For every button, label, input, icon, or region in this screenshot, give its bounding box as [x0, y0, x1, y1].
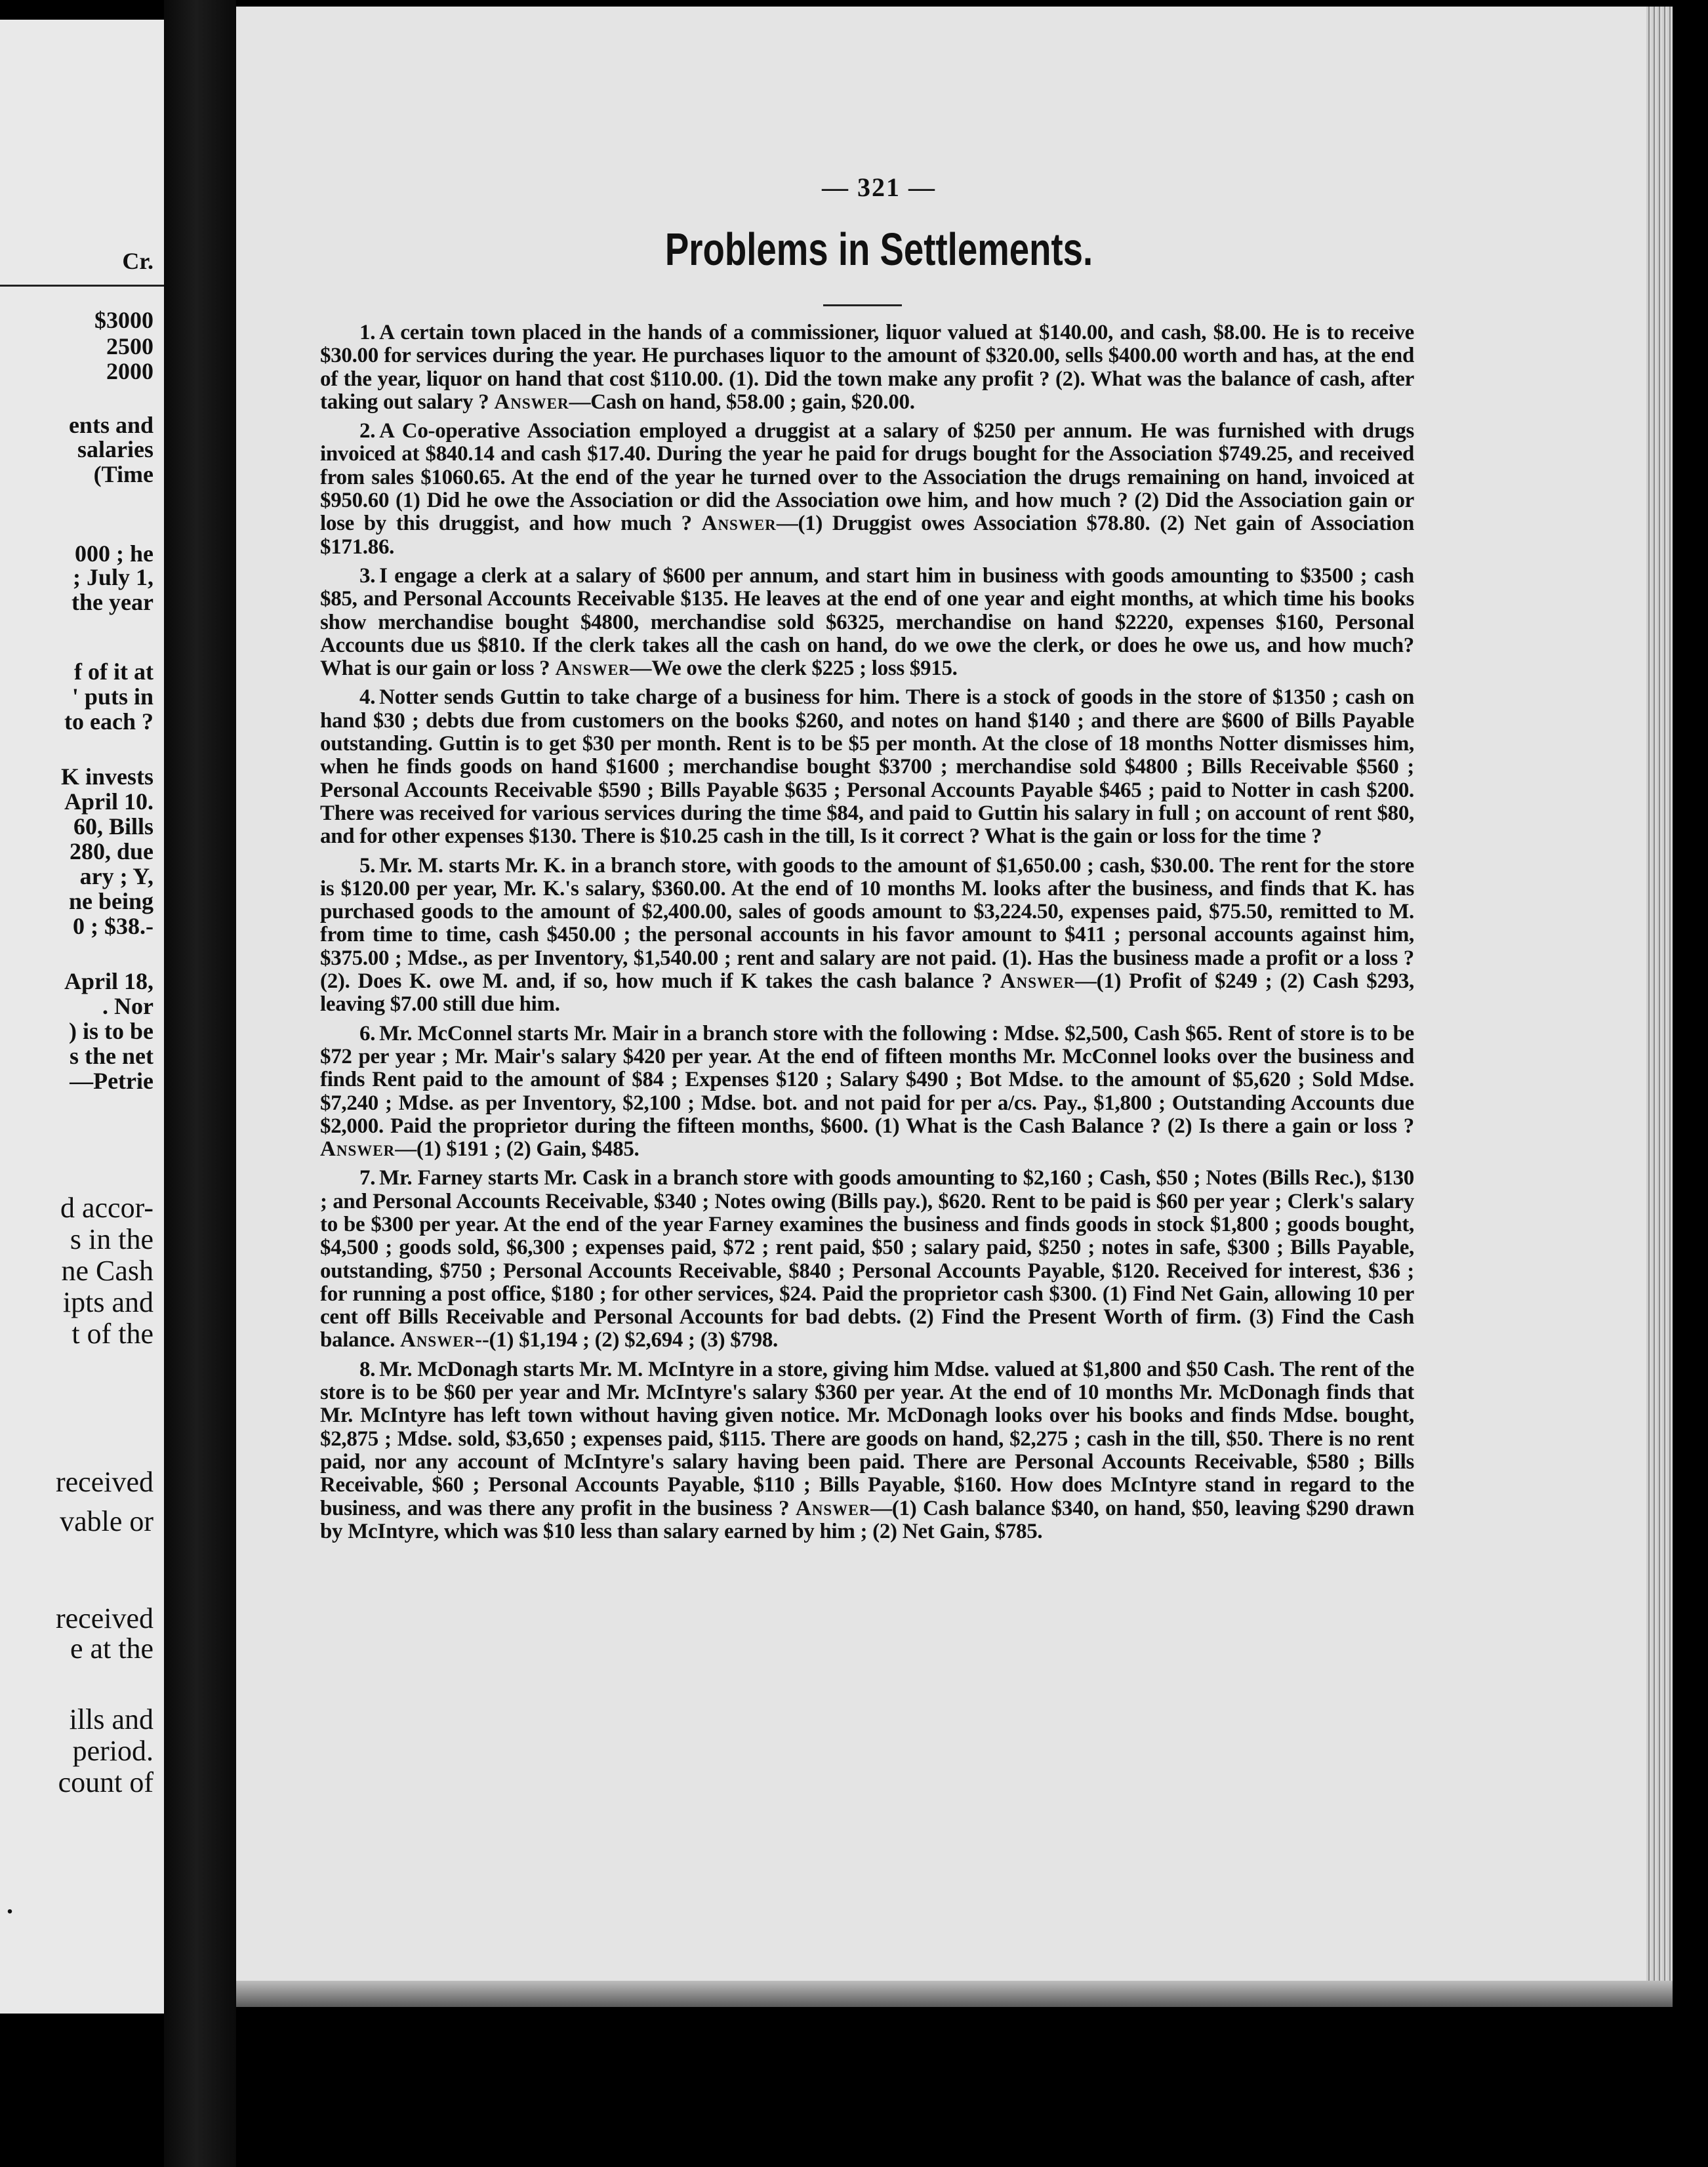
problem-paragraph: [320, 321, 1414, 414]
left-page-line: 2000: [106, 358, 153, 384]
page-edge-stack: [1646, 7, 1673, 1981]
left-page-line: ne being: [68, 888, 153, 914]
left-page-line: 2500: [106, 333, 153, 359]
left-page-line: d accor-: [60, 1192, 153, 1224]
left-page-line: (Time: [93, 461, 153, 487]
left-page-line: 280, due: [69, 838, 153, 864]
problem-text: Mr. M. starts Mr. K. in a branch store, with goods to the amount of $1,650.00 ; cash, $30.00. The rent for the store is $120.00 per year, Mr. K.'s salary, $360.00. At the end of 10 months M. looks after the business, and finds that K. has purchased goods to the amount of $2,400.00, sales of goods amount to $3,224.50, expenses paid, $75.50, remitted to M. from time to time, cash $450.00 ; the personal accounts in his favor amount to $411 ; personal accounts against him, $375.00 ; Mdse., as per Inventory, $1,540.00 ; rent and salary are not paid. (1). Has the business made a profit or a loss ? (2). Does K. owe M. and, if so, how much if K takes the cash balance ?: [320, 853, 1414, 994]
left-page-line: t of the: [71, 1318, 153, 1350]
problem-number: 3.: [359, 563, 376, 588]
problems-list: [320, 321, 1414, 1549]
left-page-line: received: [56, 1602, 153, 1634]
left-page-mark: .: [7, 1890, 13, 1919]
problem-paragraph: [320, 686, 1414, 848]
left-page-column-rule: [0, 285, 164, 287]
left-page-line: April 10.: [64, 788, 153, 815]
left-page-line: s the net: [70, 1043, 153, 1069]
page-title: Problems in Settlements.: [664, 224, 1093, 275]
left-page-line: 0 ; $38.-: [73, 913, 153, 939]
answer-text: —Cash on hand, $58.00 ; gain, $20.00.: [569, 390, 915, 414]
left-page-line: the year: [71, 589, 153, 615]
previous-page-strip: [0, 20, 164, 2014]
answer-text: —(1) Druggist owes Association $78.80. (2) Net gain of Association $171.86.: [320, 512, 1415, 559]
page-bottom-edge: [236, 1981, 1673, 2007]
answer-text: —(1) Profit of $249 ; (2) Cash $293, leaving $7.00 still due him.: [320, 969, 1414, 1017]
left-page-line: count of: [58, 1766, 153, 1798]
title-divider: [823, 304, 902, 306]
left-page-line: ) is to be: [69, 1018, 153, 1044]
left-page-line: period.: [72, 1735, 153, 1767]
left-page-line: April 18,: [64, 968, 153, 994]
problem-number: 6.: [359, 1021, 376, 1045]
book-gutter: [164, 0, 236, 2167]
problem-text: Mr. Farney starts Mr. Cask in a branch store with goods amounting to $2,160 ; Cash, $50 ; Notes (Bills Rec.), $130 ; and Personal Accounts Receivable, $340 ; Notes owing (Bills pay.), $620. Rent to be paid is $60 per year ; Clerk's salary to be $300 per year. At the end of the year Farney examines the business and finds goods in stock $1,800 ; goods bought, $4,500 ; goods sold, $6,300 ; expenses paid, $72 ; rent paid, $50 ; salary paid, $250 ; notes in safe, $300 ; Bills Payable, outstanding, $750 ; Personal Accounts Receivable, $840 ; Personal Accounts Payable, $120. Received for interest, $36 ; for running a post office, $180 ; for other services, $24. Paid the proprietor cash $300. (1) Find Net Gain, allowing 10 per cent off Bills Receivable and Personal Accounts for bad debts. (2) Find the Present Worth of firm. (3) Find the Cash balance.: [320, 1166, 1414, 1352]
left-page-line: vable or: [60, 1505, 153, 1537]
answer-text: —(1) $191 ; (2) Gain, $485.: [395, 1137, 640, 1162]
problem-paragraph: [320, 565, 1414, 680]
problem-number: 8.: [359, 1357, 376, 1381]
left-page-line: f of it at: [74, 658, 153, 685]
problem-number: 1.: [359, 321, 376, 344]
left-page-line: ipts and: [62, 1286, 153, 1318]
left-page-line: s in the: [70, 1223, 153, 1255]
problem-paragraph: [320, 1358, 1414, 1543]
answer-label: Answer: [399, 1328, 476, 1352]
left-page-line: Cr.: [122, 248, 153, 274]
problem-number: 7.: [359, 1166, 376, 1190]
left-page-line: e at the: [70, 1632, 153, 1665]
left-page-line: ary ; Y,: [79, 863, 153, 889]
left-page-line: ills and: [69, 1703, 153, 1735]
problem-text: Mr. McConnel starts Mr. Mair in a branch store with the following : Mdse. $2,500, Cash $65. Rent of store is to be $72 per year ; Mr. Mair's salary $420 per year. At the end of fifteen months Mr. McConnel looks over the business and finds Rent paid to the amount of $84 ; Expenses $120 ; Salary $490 ; Bot Mdse. to the amount of $5,620 ; Sold Mdse. $7,240 ; Mdse. as per Inventory, $2,100 ; Mdse. bot. and not paid for per a/cs. Pay., $1,800 ; Outstanding Accounts due $2,000. Paid the proprietor during the fifteen months, $600. (1) What is the Cash Balance ? (2) Is there a gain or loss ?: [320, 1021, 1414, 1138]
problem-number: 2.: [359, 419, 376, 443]
problem-paragraph: [320, 1023, 1414, 1162]
problem-text: A certain town placed in the hands of a commissioner, liquor valued at $140.00, and cash, $8.00. He is to receive $30.00 for services during the year. He purchases liquor to the amount of $320.00, sells $400.00 worth and has, at the end of the year, liquor on hand that cost $110.00. (1). Did the town make any profit ? (2). What was the balance of cash, after taking out salary ?: [320, 321, 1414, 414]
left-page-line: received: [56, 1466, 153, 1498]
answer-text: --(1) $1,194 ; (2) $2,694 ; (3) $798.: [475, 1328, 778, 1352]
problem-paragraph: [320, 855, 1414, 1017]
left-page-line: salaries: [77, 436, 153, 462]
left-page-line: $3000: [94, 307, 153, 333]
problem-text: Notter sends Guttin to take charge of a business for him. There is a stock of goods in the store of $1350 ; cash on hand $30 ; debts due from customers on the books $260, and notes on hand $140 ; and there are $600 of Bills Payable outstanding. Guttin is to get $30 per month. Rent is to be $5 per month. At the close of 18 months Notter dismisses him, when he finds goods on hand $1600 ; merchandise bought $3700 ; merchandise sold $4800 ; Bills Receivable $560 ; Personal Accounts Receivable $590 ; Bills Payable $635 ; Personal Accounts Payable $465 ; paid to Notter in cash $200. There was received for various services during the time $84, and paid to Guttin his salary in full ; on account of rent $80, and for other expenses $130. There is $10.25 cash in the till, Is it correct ? What is the gain or loss for the time ?: [320, 685, 1414, 849]
left-page-line: ents and: [68, 412, 153, 438]
answer-label: Answer: [494, 390, 569, 414]
answer-label: Answer: [320, 1137, 396, 1162]
left-page-line: ; July 1,: [72, 564, 153, 590]
answer-label: Answer: [555, 657, 630, 681]
answer-label: Answer: [701, 512, 777, 536]
answer-text: —(1) Cash balance $340, on hand, $50, leaving $290 drawn by McIntyre, which was $10 less than salary earned by him ; (2) Net Gain, $785.: [320, 1496, 1415, 1543]
answer-label: Answer: [795, 1496, 871, 1520]
left-page-line: ' puts in: [71, 683, 153, 710]
answer-text: —We owe the clerk $225 ; loss $915.: [630, 657, 958, 681]
problem-text: Mr. McDonagh starts Mr. M. McIntyre in a store, giving him Mdse. valued at $1,800 and $50 Cash. The rent of the store is to be $60 per year and Mr. McIntyre's salary $360 per year. At the end of 10 months Mr. McDonagh finds that Mr. McIntyre has left town without having given notice. Mr. McDonagh looks over his books and finds Mdse. bought, $2,875 ; Mdse. sold, $3,650 ; expenses paid, $115. There are goods on hand, $2,275 ; cash in the till, $50. There is no rent paid, nor any account of McIntyre's salary having been paid. There are Personal Accounts Receivable, $580 ; Bills Receivable, $60 ; Personal Accounts Payable, $110 ; Bills Payable, $160. How does McIntyre stand in regard to the business, and was there any profit in the business ?: [320, 1357, 1414, 1520]
left-page-line: K invests: [60, 763, 153, 790]
problem-text: A Co-operative Association employed a druggist at a salary of $250 per annum. He was furnished with drugs invoiced at $840.14 and cash $17.40. During the year he paid for drugs bought for the Association $749.25, and received from sales $1060.65. At the end of the year he turned over to the Association the drugs remaining on hand, invoiced at $950.60 (1) Did he owe the Association or did the Association owe him, and how much ? (2) Did the Association gain or lose by this druggist, and how much ?: [320, 419, 1414, 536]
left-page-line: . Nor: [102, 993, 153, 1019]
left-page-line: ne Cash: [61, 1255, 153, 1287]
page-number: — 321 —: [822, 172, 936, 202]
left-page-line: 60, Bills: [73, 813, 153, 840]
problem-paragraph: [320, 420, 1414, 559]
problem-text: I engage a clerk at a salary of $600 per annum, and start him in business with goods amounting to $3500 ; cash $85, and Personal Accounts Receivable $135. He leaves at the end of one year and eight months, at which time his books show merchandise bought $4800, merchandise sold $6325, merchandise on hand $2220, expenses $160, Personal Accounts due us $810. If the clerk takes all the cash on hand, do we owe the clerk, or does he owe us, and how much? What is our gain or loss ?: [320, 563, 1414, 681]
problem-number: 5.: [359, 853, 376, 878]
left-page-line: —Petrie: [70, 1068, 153, 1094]
problem-paragraph: [320, 1167, 1414, 1352]
left-page-line: 000 ; he: [75, 540, 153, 567]
problem-number: 4.: [359, 685, 376, 710]
answer-label: Answer: [1000, 969, 1075, 994]
left-page-line: to each ?: [64, 708, 153, 735]
